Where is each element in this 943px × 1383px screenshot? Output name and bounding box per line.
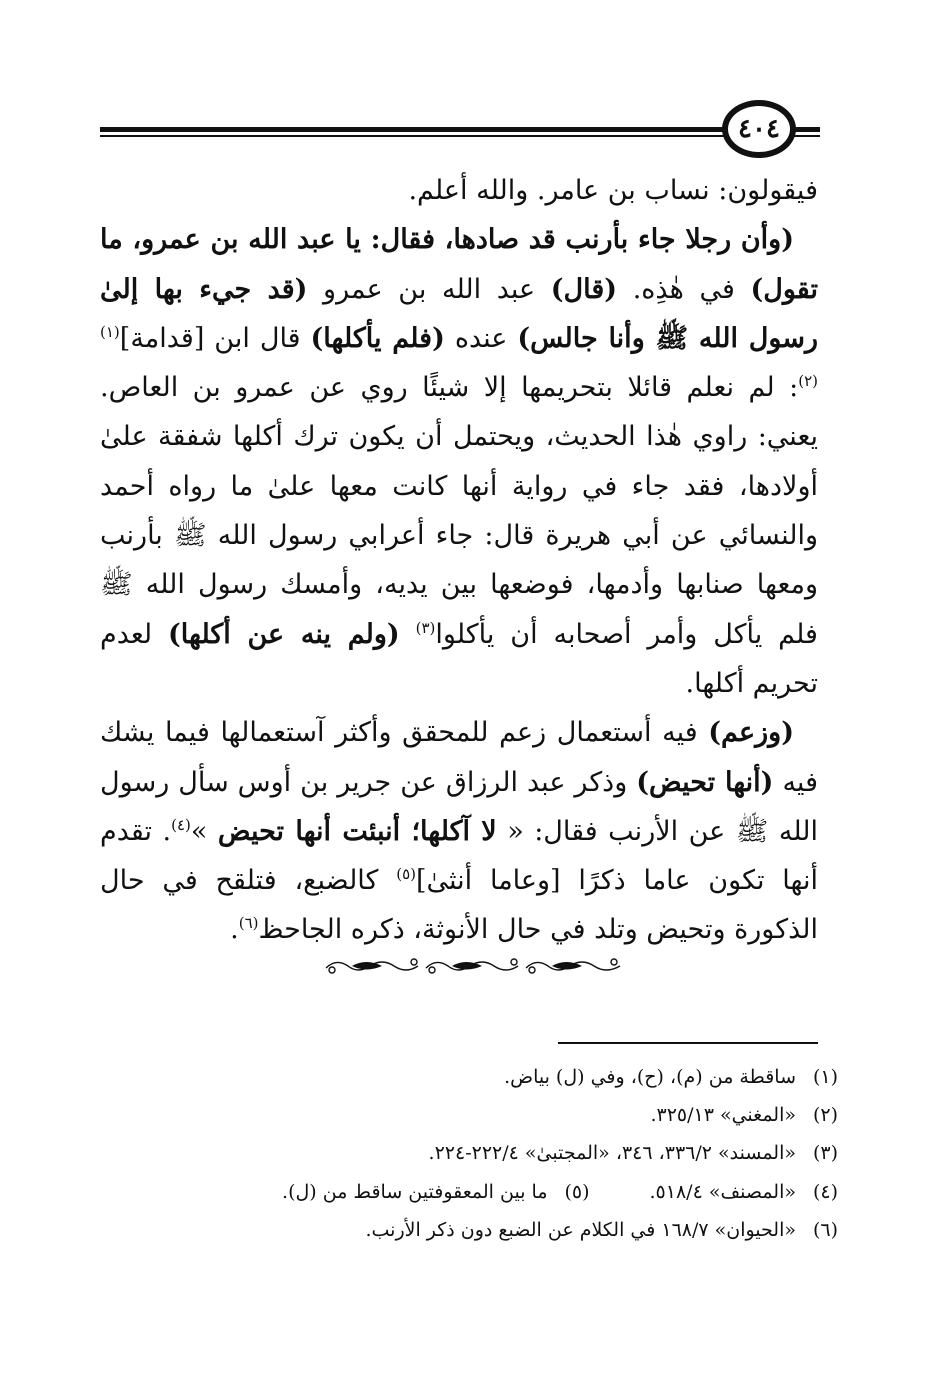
p3-quote-1: (وزعم) [708,717,794,749]
footnote-1 [150,1058,838,1096]
footnote-ref-6: (٦) [238,914,259,933]
footnote-number: (١) [812,1066,838,1088]
section-divider-ornament [322,954,624,978]
p3-quote-2: (أنها تحيض) [636,766,774,798]
footnote-text: ساقطة من (م)، (ح)، وفي (ل) بياض. [504,1066,796,1088]
p3-text-5: كالضبع، فتلقح في حال الذكورة وتحيض وتلد في حال الأنوثة، ذكره الجاحظ [100,865,818,946]
p2-text-1: في هٰذِه. [617,273,751,305]
p2-text-4: قال ابن [قدامة] [119,322,311,354]
footnote-ref-4: (٤) [171,815,191,834]
p3-text-2: وذكر عبد الرزاق عن جرير بن أوس سأل رسول الله ﷺ عن الأرنب فقال: « [100,766,818,847]
p2-text-3: عنده [444,322,518,354]
footnote-6 [150,1211,838,1249]
footnote-separator [558,1042,818,1044]
footnote-number: (٢) [812,1104,838,1127]
header-rule-thick [100,127,820,132]
p2-quote-1: (وأن رجلا جاء بأرنب قد صادها، فقال: يا عبد الله بن عمرو، ما تقول) [100,224,818,305]
page-number: ٤٠٤ [722,100,796,158]
p2-quote-3: (قد جيء بها إلىٰ رسول الله ﷺ وأنا جالس) [100,273,818,354]
p2-text-6 [400,619,416,650]
footnote-text: «المغني» ٣٢٥/١٣. [650,1104,796,1127]
footnote-3 [150,1134,838,1172]
p2-quote-2: (قال) [550,273,618,305]
p2-text-2: عبد الله بن عمرو [307,273,551,305]
footnote-number: (٦) [812,1218,838,1241]
footnotes [150,1058,838,1249]
p2-quote-5: (ولم ينه عن أكلها) [168,618,400,650]
p2-text-5: : لم نعلم قائلا بتحريمها إلا شيئًا روي عن عمرو بن العاص. يعني: راوي هٰذا الحديث، ويحتمل أن يكون ترك أكلها شفقة علىٰ أولادها، فقد جاء في رواية أنها كانت معها علىٰ ما رواه أحمد والنسائي عن أبي هريرة قال: جاء أعرابي رسول الله ﷺ بأرنب ومعها صنابها وأدمها، فوضعها بين يديه، وأمسك رسول الله ﷺ فلم يأكل وأمر أصحابه أن يأكلوا [100,372,818,650]
p2-text-7: لعدم تحريم أكلها. [100,618,818,699]
footnote-number: (٣) [812,1142,838,1165]
p1-text: فيقولون: نساب بن عامر. والله أعلم. [408,175,818,206]
body-text [100,166,818,955]
p3-text-6: . [230,914,239,946]
footnote-2 [150,1096,838,1134]
footnote-text: «المصنف» ٥١٨/٤. [649,1180,796,1203]
p3-hadith-quote: لا آكلها؛ أنبئت أنها تحيض [217,815,497,847]
p3-text-4: . تقدم أنها تكون عاما ذكرًا [وعاما أنثىٰ] [100,815,818,897]
paragraph-2 [100,215,818,708]
footnote-text: «الحيوان» ١٦٨/٧ في الكلام عن الضبع دون ذكر الأرنب. [365,1218,796,1241]
footnote-ref-3: (٣) [415,618,436,637]
p3-text-3: » [190,815,218,847]
footnote-number: (٤) [812,1180,838,1203]
footnote-ref-5: (٥) [396,865,416,884]
header-rule-thin [100,135,820,137]
p2-quote-4: (فلم يأكلها) [310,322,445,354]
p3-text-1: فيه أستعمال زعم للمحقق وأكثر آستعمالها فيما يشك فيه [100,717,818,798]
paragraph-3 [100,708,818,954]
footnote-text: ما بين المعقوفتين ساقط من (ل). [282,1180,548,1203]
footnote-ref-1-2: (١)(٢) [100,322,818,391]
footnote-4-5 [150,1173,838,1211]
footnote-text: «المسند» ٣٣٦/٢، ٣٤٦، «المجتبىٰ» ٢٢٢/٤-٢٢٤. [428,1142,796,1165]
header-rule [100,124,820,142]
paragraph-1 [100,166,818,215]
footnote-number: (٥) [564,1180,590,1203]
